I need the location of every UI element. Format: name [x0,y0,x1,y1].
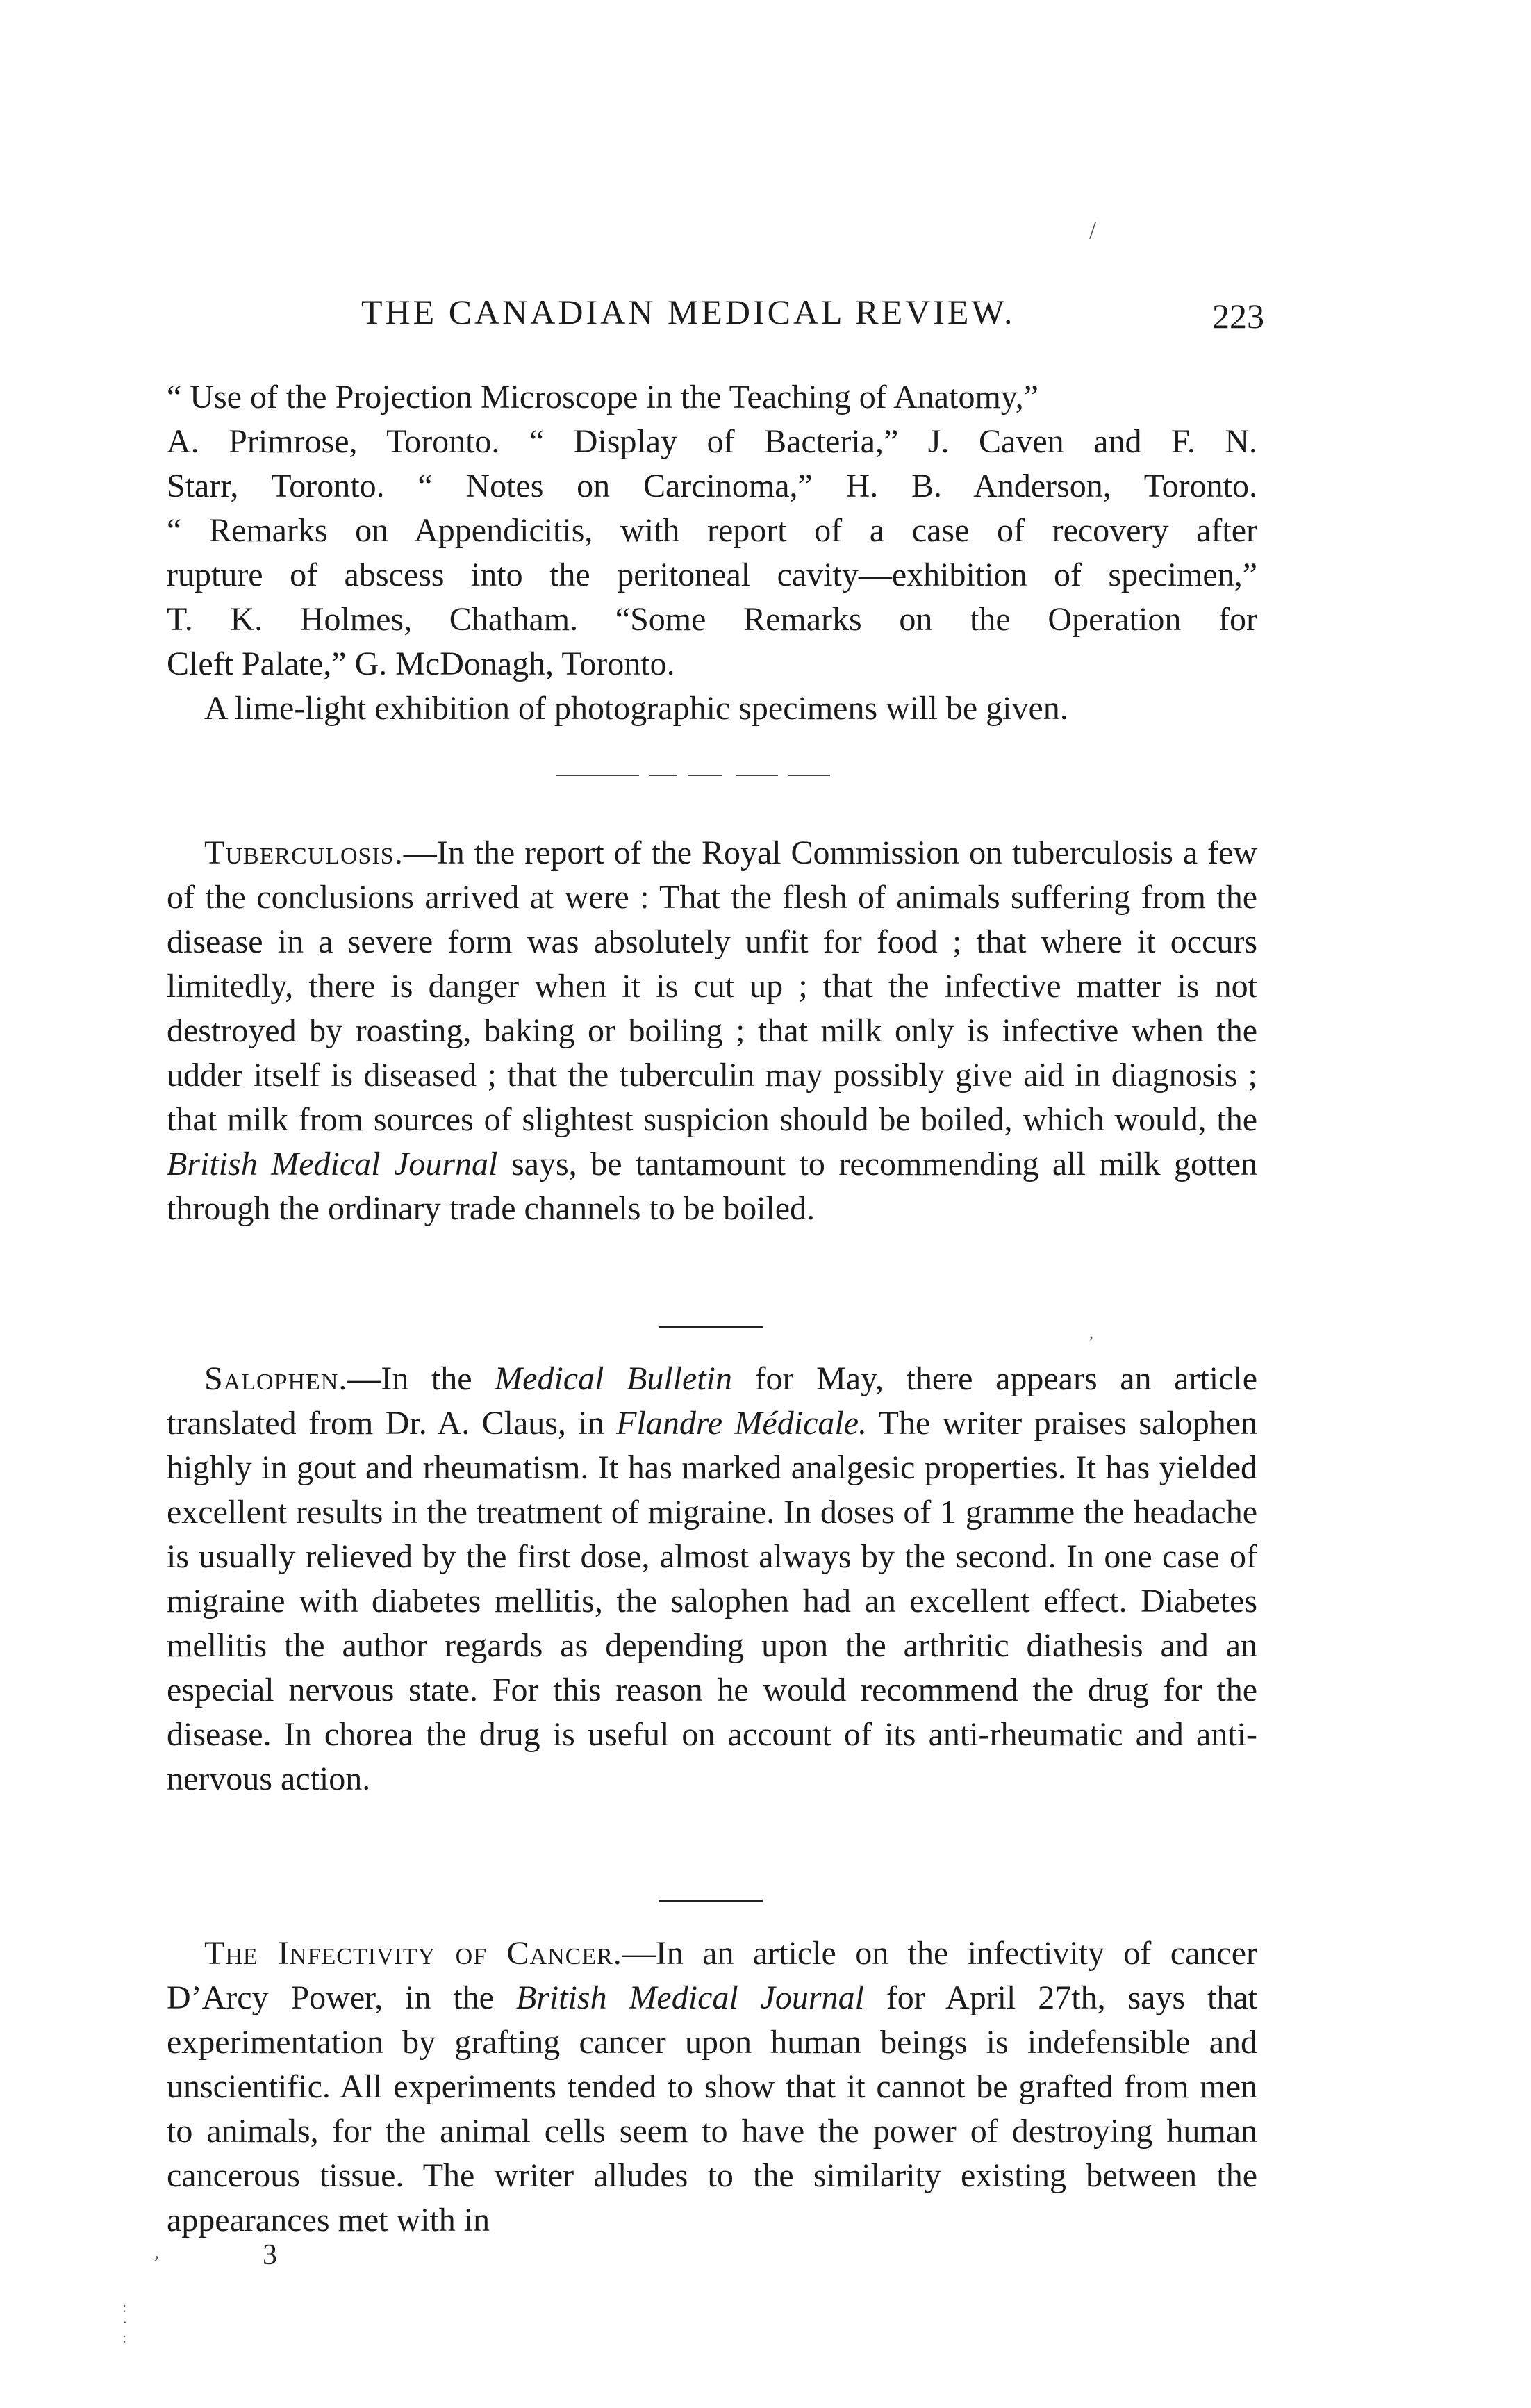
salophen-paragraph [167,1357,1257,1801]
salophen-text-b: for May, there appears an article translated from Dr. A. Claus, in [167,1360,1258,1442]
stray-mark: / [1089,216,1097,244]
stray-dots: : · : [122,2298,128,2346]
tuberculosis-section [167,831,1257,1231]
cancer-section [167,1931,1257,2243]
cancer-text-b: for April 27th, says that experimentation by grafting cancer upon human beings is indefensible and unscientific. All experiments tended to show that it cannot be grafted from men to animals, for the animal cells seem to have the power of destroying human cancerous tissue. The writer alludes to the similarity existing between the appearances met with in [167,1979,1258,2238]
section-rule [659,1326,763,1328]
papers-line-1: “ Use of the Projection Microscope in the Teaching of Anatomy,” [167,379,1038,415]
medical-bulletin: Medical Bulletin [495,1360,732,1397]
papers-line-6: T. K. Holmes, Chatham. “Some Remarks on the Operation for [167,601,1257,638]
papers-line-7: Cleft Palate,” G. McDonagh, Toronto. [167,645,675,682]
signature-mark: 3 [263,2239,277,2271]
meeting-papers-list [167,375,1257,731]
cancer-journal: British Medical Journal [515,1979,864,2016]
flandre-medicale: Flandre Médicale. [616,1405,868,1442]
salophen-section [167,1357,1257,1801]
salophen-text-c: The writer praises salophen highly in gout and rheumatism. It has marked analgesic properties. It has yielded excellent results in the treatment of migraine. In doses of 1 gramme the headache is usually relieved by the first dose, almost always by the second. In one case of migraine with diabetes mellitis, the salophen had an excellent effect. Diabetes mellitis the author regards as depending upon the arthritic diathesis and an especial nervous state. For this reason he would recommend the drug for the disease. In chorea the drug is useful on account of its anti-rheumatic and anti-nervous action. [167,1405,1258,1797]
papers-line-2: A. Primrose, Toronto. “ Display of Bacteria,” J. Caven and F. N. [167,423,1257,460]
tuberculosis-heading: Tuberculosis. [204,834,404,871]
section-rule [659,1900,763,1902]
salophen-text-a: —In the [347,1360,495,1397]
tuberculosis-journal: British Medical Journal [167,1146,498,1182]
salophen-heading: Salophen. [204,1360,348,1397]
stray-mark: , [1089,1324,1093,1342]
running-header [361,292,1264,347]
cancer-paragraph [167,1931,1257,2243]
lime-light-note: A lime-light exhibition of photographic specimens will be given. [204,690,1068,727]
papers-line-5: rupture of abscess into the peritoneal cavity—exhibition of specimen,” [167,556,1257,593]
stray-mark: , [154,2241,159,2263]
tuberculosis-text-a: —In the report of the Royal Commission on tuberculosis a few of the conclusions arrived at were : That the flesh of animals suffering from the disease in a severe form was absolutely unfit for food ; that where it occurs limitedly, there is danger when it is cut up ; that the infective matter is not destroyed by roasting, baking or boiling ; that milk only is infective when the udder itself is diseased ; that the tuberculin may possibly give aid in diagnosis ; that milk from sources of slightest suspicion should be boiled, which would, the [167,834,1257,1138]
tuberculosis-text-b: says, be tantamount to recommending all milk gotten through the ordinary trade channels to be boiled. [167,1146,1258,1227]
papers-line-4: “ Remarks on Appendicitis, with report of a case of recovery after [167,512,1257,549]
section-ornament [556,773,834,778]
cancer-text-a: —In an article on the infectivity of cancer D’Arcy Power, in the [167,1935,1258,2016]
tuberculosis-paragraph [167,831,1257,1231]
cancer-heading: The Infectivity of Cancer. [204,1935,622,1972]
journal-title: THE CANADIAN MEDICAL REVIEW. [361,292,1016,331]
papers-line-3: Starr, Toronto. “ Notes on Carcinoma,” H. B. Anderson, Toronto. [167,468,1257,504]
page-number: 223 [1212,297,1264,336]
